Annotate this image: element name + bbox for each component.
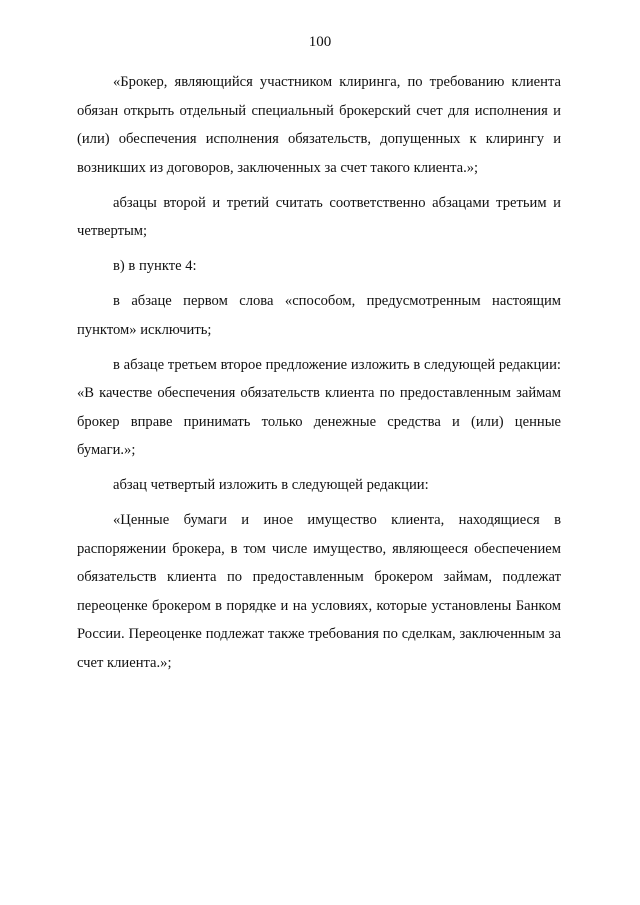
paragraph-item-4-heading: в) в пункте 4: [113,258,197,274]
paragraph-broker-clearing: «Брокер, являющийся участником клиринга, по требованию клиента обязан открыть отдельный специальный брокерский счет для исполнения и (или) обеспечения исполнения обязательств, допущенных к клирингу и возникших из договоров, заключенных за счет такого клиента.»; [77,74,561,176]
paragraph-first-abzac-exclusion: в абзаце первом слова «способом, предусмотренным настоящим пунктом» исключить; [77,293,561,338]
document-body [77,68,561,684]
paragraph-renumbering: абзацы второй и третий считать соответственно абзацами третьим и четвертым; [77,194,561,239]
paragraph-fourth-abzac-intro: абзац четвертый изложить в следующей редакции: [113,477,429,493]
page-number: 100 [308,34,332,50]
paragraph-securities-revaluation: «Ценные бумаги и иное имущество клиента, находящиеся в распоряжении брокера, в том числе имущество, являющееся обеспечением обязательств клиента по предоставленным брокером займам, подлежат переоценке брокером в порядке и на условиях, которые установлены Банком России. Переоценке подлежат также требования по сделкам, заключенным за счет клиента.»; [77,512,561,671]
paragraph-third-abzac-redaction: в абзаце третьем второе предложение изложить в следующей редакции: «В качестве обеспечения обязательств клиента по предоставленным займам брокер вправе принимать только денежные средства и (или) ценные бумаги.»; [77,356,561,458]
